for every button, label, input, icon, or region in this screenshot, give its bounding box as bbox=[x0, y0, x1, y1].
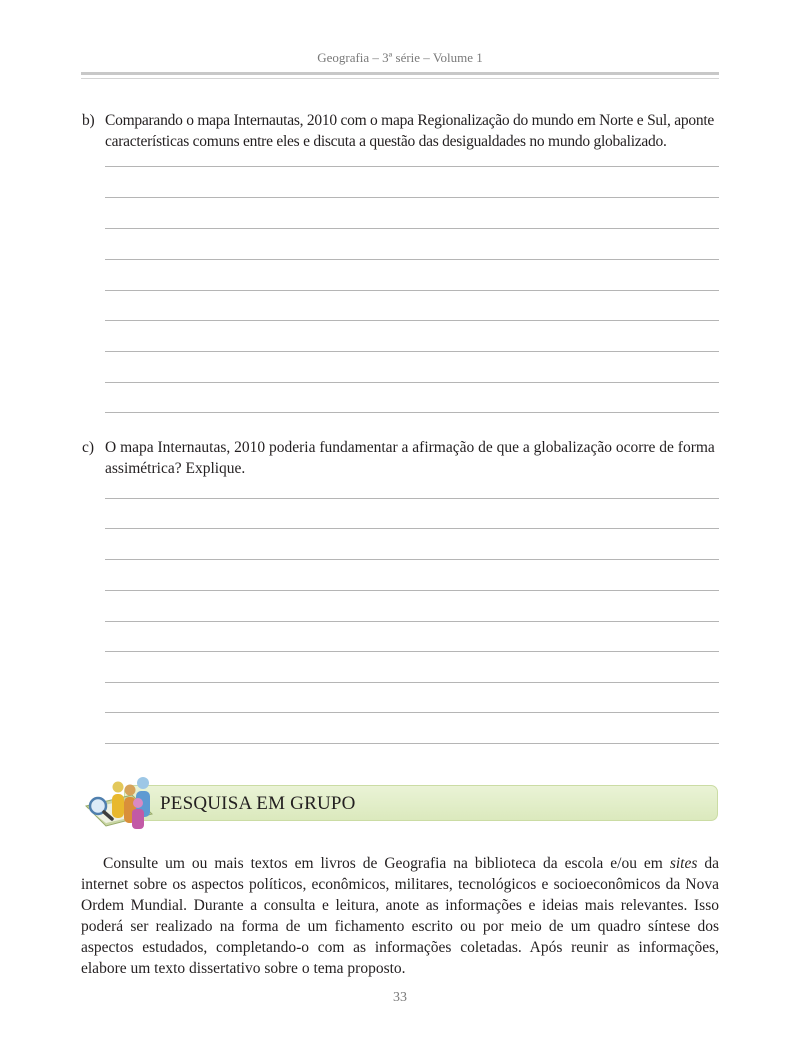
answer-line bbox=[105, 382, 719, 383]
research-instructions bbox=[81, 853, 719, 979]
answer-line bbox=[105, 712, 719, 713]
question-b bbox=[82, 110, 719, 152]
answer-line bbox=[105, 498, 719, 499]
question-b-text: Comparando o mapa Internautas, 2010 com o mapa Regionalização do mundo em Norte e Sul, aponte características comuns entre eles e discuta a questão das desigualdades no mundo globalizado. bbox=[105, 112, 715, 150]
answer-line bbox=[105, 743, 719, 744]
answer-line bbox=[105, 590, 719, 591]
page-number: 33 bbox=[393, 990, 407, 1005]
answer-line bbox=[105, 528, 719, 529]
question-c bbox=[82, 437, 719, 479]
answer-line bbox=[105, 166, 719, 167]
answer-line bbox=[105, 559, 719, 560]
answer-line bbox=[105, 259, 719, 260]
running-header: Geografia – 3ª série – Volume 1 bbox=[317, 50, 483, 65]
section-title: PESQUISA EM GRUPO bbox=[160, 793, 356, 814]
question-b-letter: b) bbox=[82, 112, 95, 129]
group-research-icon bbox=[80, 773, 166, 831]
answer-line bbox=[105, 351, 719, 352]
answer-line bbox=[105, 682, 719, 683]
body-text-start: Consulte um ou mais textos em livros de Geografia na biblioteca da escola e/ou em bbox=[103, 855, 670, 872]
answer-line bbox=[105, 320, 719, 321]
body-text-rest: da internet sobre os aspectos políticos, econômicos, militares, tecnológicos e socioeconômicos da Nova Ordem Mundial. Durante a consulta e leitura, anote as informações e ideias mais relevantes. Isso poderá ser realizado na forma de um fichamento escrito ou por meio de um quadro síntese dos aspectos estudados, completando-o com as informações coletadas. Após reunir as informações, elabore um texto dissertativo sobre o tema proposto. bbox=[81, 855, 719, 977]
header-rule-thin bbox=[81, 78, 719, 79]
answer-line bbox=[105, 651, 719, 652]
body-text-sites: sites bbox=[669, 855, 698, 872]
answer-line bbox=[105, 621, 719, 622]
answer-line bbox=[105, 290, 719, 291]
answer-line bbox=[105, 197, 719, 198]
question-c-letter: c) bbox=[82, 439, 95, 456]
question-c-text: O mapa Internautas, 2010 poderia fundamentar a afirmação de que a globalização ocorre de forma assimétrica? Explique. bbox=[105, 439, 715, 477]
answer-line bbox=[105, 412, 719, 413]
answer-line bbox=[105, 228, 719, 229]
header-rule bbox=[81, 72, 719, 75]
